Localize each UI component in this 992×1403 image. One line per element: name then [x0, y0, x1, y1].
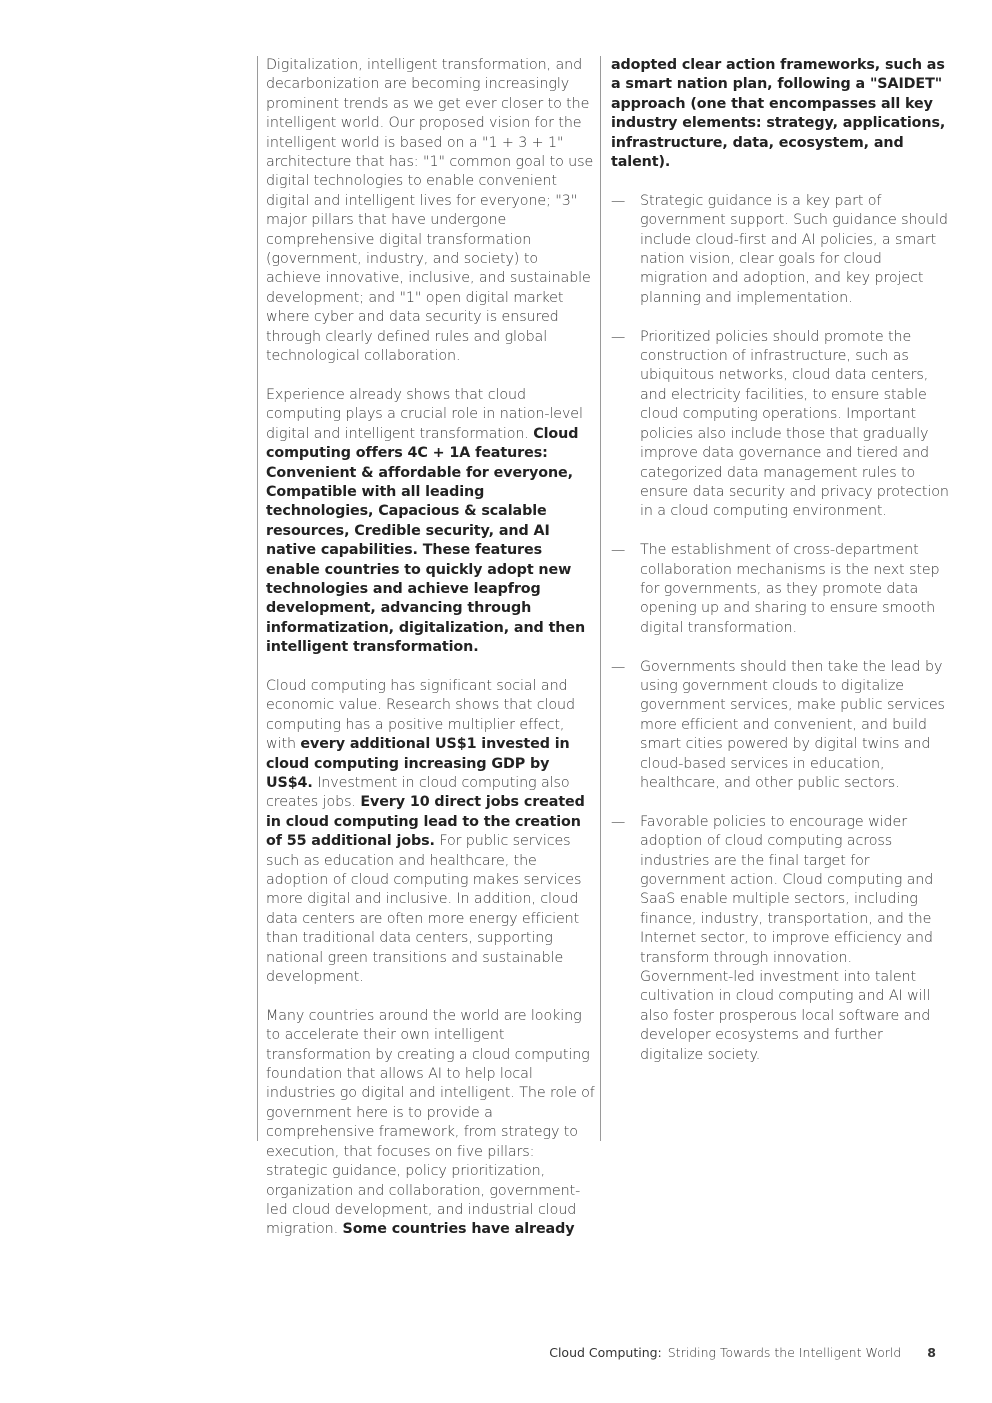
paragraph-bold-text: every additional US$1 invested in cloud computing increasing GDP by US$4.: [266, 736, 570, 791]
paragraph-text: For public services such as education and healthcare, the adoption of cloud computing makes services more digital and inclusive. In addition, cloud data centers are often more energy efficient than traditional data centers, supporting national green transitions and sustainable development.: [266, 833, 582, 986]
dash-bullet-icon: —: [611, 328, 626, 345]
paragraph-bold-text: Some countries have already: [342, 1221, 575, 1238]
paragraph-text: Cloud computing has significant social and economic value. Research shows that cloud computing has a positive multiplier effect, with: [266, 677, 575, 753]
paragraph-government-role: [266, 1007, 596, 1240]
paragraph-bold-text: Cloud computing offers 4C + 1A features: Convenient & affordable for everyone, Compatible with all leading technologies, Capacious & scalable resources, Credible security, and AI native capabilities. These features enable countries to quickly adopt new technologies and achieve leapfrog development, advancing through informatization, digitalization, and then intelligent transformation.: [266, 425, 586, 656]
list-item: [611, 328, 949, 522]
right-column: [600, 56, 949, 1141]
list-item-text: Governments should then take the lead by using government clouds to digitalize government services, make public services more efficient and convenient, and build smart cities powered by digital twins and cloud-based services in education, healthcare, and other public sectors.: [640, 658, 945, 791]
paragraph-text: Investment in cloud computing also creates jobs.: [266, 775, 570, 811]
paragraph-economic-value: [266, 677, 596, 988]
paragraph-intelligent-world: Digitalization, intelligent transformation, and decarbonization are becoming increasingly prominent trends as we get ever closer to the intelligent world. Our proposed vision for the intelligent world is based on a "1 + 3 + 1" architecture that has: "1" common goal to use digital technologies to enable convenient digital and intelligent lives for everyone; "3" major pillars that have undergone comprehensive digital transformation (government, industry, and society) to achieve innovative, inclusive, and sustainable development; and "1" open digital market where cyber and data security is ensured through clearly defined rules and global technological collaboration.: [266, 57, 594, 365]
page-footer: [549, 1345, 936, 1360]
footer-title: Cloud Computing:: [549, 1345, 662, 1360]
left-column: [257, 56, 596, 1238]
paragraph-bold-text: adopted clear action frameworks, such as a smart nation plan, following a "SAIDET" approach (one that encompasses all key industry elements: strategy, applications, infrastructure, data, ecosystem, and talent).: [611, 57, 946, 171]
list-item-text: The establishment of cross-department collaboration mechanisms is the next step for governments, as they promote data opening up and sharing to ensure smooth digital transformation.: [640, 542, 940, 636]
dash-bullet-icon: —: [611, 658, 626, 675]
list-item-text: Prioritized policies should promote the construction of infrastructure, such as ubiquitous networks, cloud data centers, and electricity facilities, to ensure stable cloud computing operations. Important policies also include those that gradually improve data governance and tiered and categorized data management rules to ensure data security and privacy protection in a cloud computing environment.: [640, 328, 949, 520]
paragraph-saidet-intro: [611, 56, 949, 172]
paragraph-bold-text: Every 10 direct jobs created in cloud computing lead to the creation of 55 additional jobs.: [266, 794, 585, 850]
list-item-text: Strategic guidance is a key part of government support. Such guidance should include cloud-first and AI policies, a smart nation vision, clear goals for cloud migration and adoption, and key project planning and implementation.: [640, 192, 948, 306]
list-item: [611, 541, 949, 638]
dash-bullet-icon: —: [611, 542, 626, 559]
page-number: 8: [927, 1345, 936, 1360]
list-item: [611, 813, 949, 1065]
paragraph-text: Experience already shows that cloud computing plays a crucial role in nation-level digital and intelligent transformation.: [266, 386, 583, 442]
bullet-list: [611, 192, 949, 1065]
paragraph-text: Many countries around the world are looking to accelerate their own intelligent transformation by creating a cloud computing foundation that allows AI to help local industries go digital and intelligent. The role of government here is to provide a comprehensive framework, from strategy to execution, that focuses on five pillars: strategic guidance, policy prioritization, organization and collaboration, government-led cloud development, and industrial cloud migration.: [266, 1007, 595, 1238]
dash-bullet-icon: —: [611, 813, 626, 830]
list-item: [611, 192, 949, 308]
list-item: [611, 658, 949, 794]
paragraph-cloud-features: [266, 386, 596, 658]
footer-subtitle: Striding Towards the Intelligent World: [667, 1345, 902, 1360]
list-item-text: Favorable policies to encourage wider adoption of cloud computing across industries are the final target for government action. Cloud computing and SaaS enable multiple sectors, including finance, industry, transportation, and the Internet sector, to improve efficiency and transform through innovation. Government-led investment into talent cultivation in cloud computing and AI will also foster prosperous local software and developer ecosystems and further digitalize society.: [640, 813, 934, 1063]
dash-bullet-icon: —: [611, 192, 626, 209]
